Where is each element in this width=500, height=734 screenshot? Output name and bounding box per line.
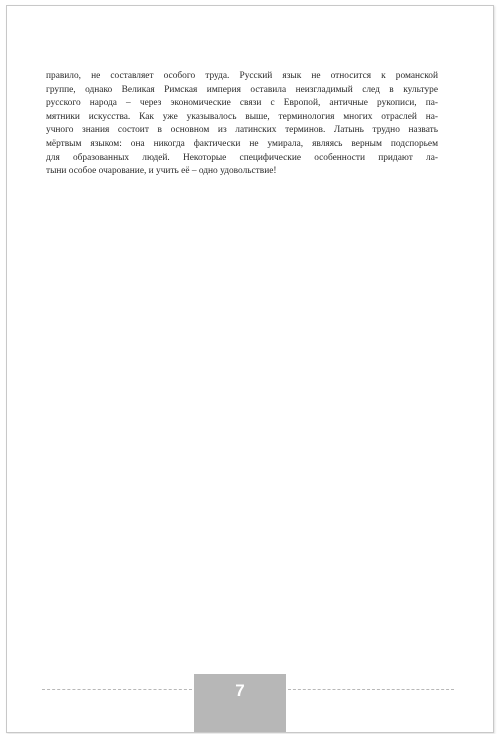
- footer-rule-right: [288, 689, 454, 690]
- paragraph-line: учного знания состоит в основном из латинских терминов. Латынь трудно назвать: [46, 125, 438, 136]
- document-page: [6, 5, 494, 733]
- paragraph-line: мёртвым языком: она никогда фактически не умирала, являясь верным подспорьем: [46, 138, 438, 149]
- paragraph-line: правило, не составляет особого труда. Русский язык не относится к романской: [46, 71, 438, 81]
- paragraph-line: для образованных людей. Некоторые специфические особенности придают ла-: [46, 152, 438, 163]
- paragraph-line: мятники искусства. Как уже указывалось выше, терминология многих отраслей на-: [46, 111, 438, 122]
- page-number: 7: [235, 681, 245, 700]
- paragraph-line: русского народа – через экономические связи с Европой, античные рукописи, па-: [46, 98, 438, 109]
- paragraph-line: группе, однако Великая Римская империя оставила неизгладимый след в культуре: [46, 84, 438, 95]
- footer-rule-left: [42, 689, 192, 690]
- paragraph-line: тыни особое очарование, и учить её – одно удовольствие!: [46, 166, 277, 177]
- body-paragraph: [46, 70, 438, 179]
- page-number-tab: [194, 674, 286, 733]
